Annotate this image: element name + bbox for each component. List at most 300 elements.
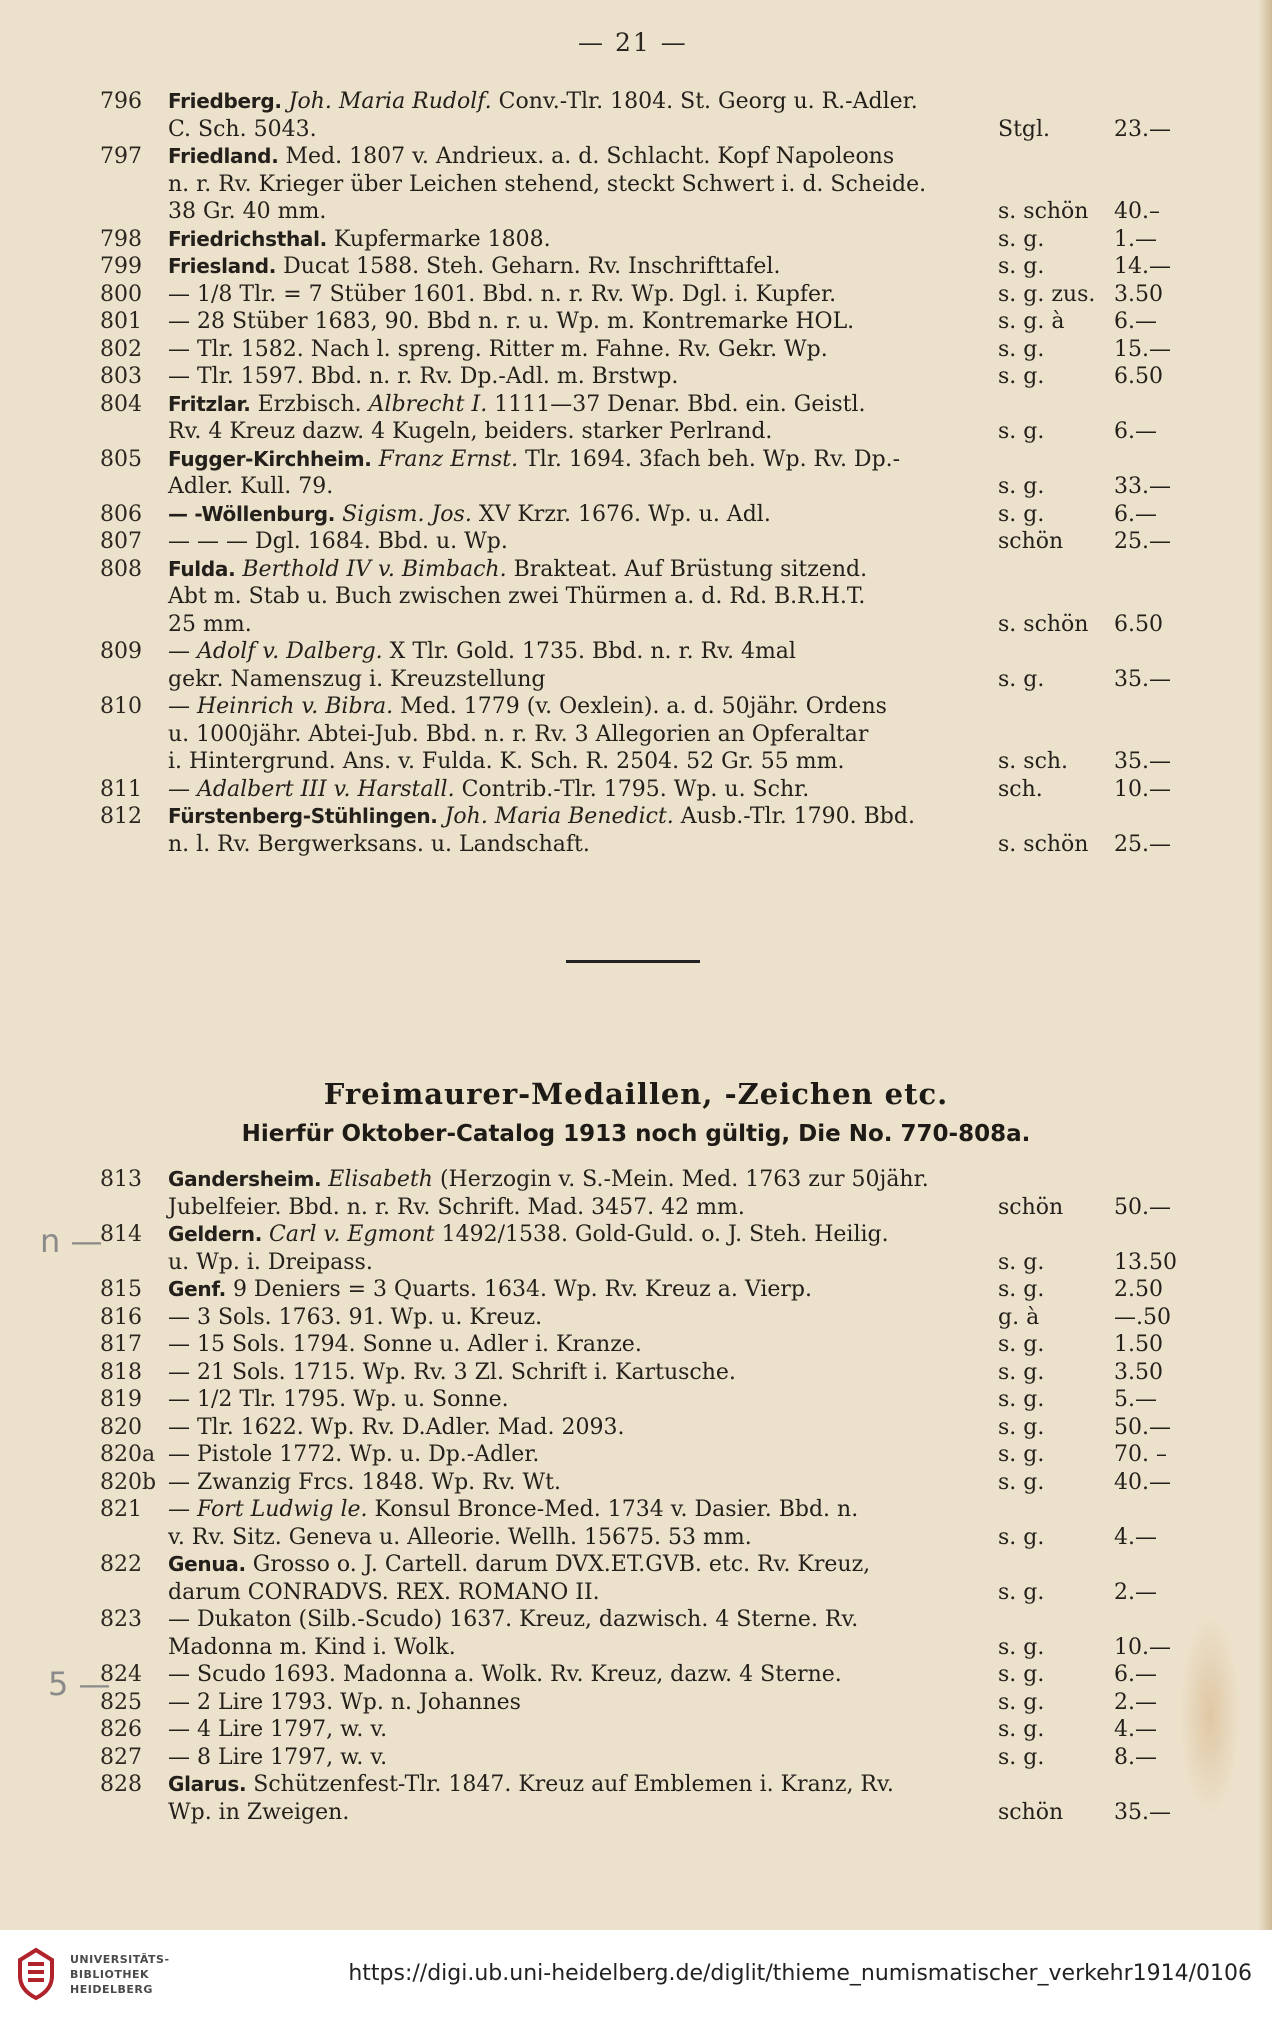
catalog-entry <box>100 1304 1190 1332</box>
catalog-entry <box>100 803 1190 858</box>
entry-price: 10.— <box>1114 1634 1171 1660</box>
entry-description <box>168 143 894 171</box>
entry-text: u. 1000jähr. Abtei-Jub. Bbd. n. r. Rv. 3 Allegorien an Opferaltar <box>168 721 869 747</box>
entry-line <box>100 831 1190 859</box>
entry-number: 800 <box>100 281 142 307</box>
entry-text: — 1/2 Tlr. 1795. Wp. u. Sonne. <box>168 1387 509 1412</box>
entry-number: 821 <box>100 1497 142 1522</box>
entry-number: 807 <box>100 529 142 554</box>
entry-line <box>100 1276 1190 1304</box>
entry-condition: s. g. <box>998 226 1045 252</box>
entry-number: 805 <box>100 446 142 472</box>
catalog-entry <box>100 281 1190 309</box>
entry-description <box>168 116 317 144</box>
catalog-entry <box>100 1469 1190 1497</box>
entry-price: 1.50 <box>1114 1332 1163 1357</box>
entry-line <box>100 638 1190 666</box>
entry-price: 35.— <box>1114 666 1171 692</box>
entry-number: 804 <box>100 391 142 417</box>
entry-line <box>100 253 1190 281</box>
entry-condition: s. g. <box>998 1359 1045 1385</box>
entry-number: 803 <box>100 364 142 389</box>
footer-bar <box>0 1930 1272 2021</box>
entry-number: 818 <box>100 1359 142 1385</box>
catalog-entry <box>100 693 1190 776</box>
entry-condition: s. g. à <box>998 309 1065 334</box>
entry-description <box>168 501 771 529</box>
entry-description <box>168 583 865 611</box>
section-title: Freimaurer-Medaillen, -Zeichen etc. <box>323 1077 949 1111</box>
catalog-entry <box>100 1496 1190 1551</box>
catalog-entry <box>100 143 1190 226</box>
entry-text: — 1/8 Tlr. = 7 Stüber 1601. Bbd. n. r. Rv. Wp. Dgl. i. Kupfer. <box>168 281 837 307</box>
entry-text: Ducat 1588. Steh. Geharn. Rv. Inschrifttafel. <box>283 254 781 279</box>
entry-text: Erzbisch. <box>257 391 362 417</box>
entry-line <box>100 666 1190 694</box>
entry-text: — 8 Lire 1797, w. v. <box>168 1744 388 1770</box>
entry-place-name: Friedland. <box>168 144 279 168</box>
entry-condition: s. sch. <box>998 749 1069 774</box>
entry-condition: s. g. <box>998 1332 1045 1357</box>
entry-number: 808 <box>100 556 142 582</box>
entry-price: 4.— <box>1114 1717 1157 1742</box>
entry-line <box>100 363 1190 391</box>
entry-number: 820 <box>100 1414 142 1440</box>
entry-text: 25 mm. <box>168 611 252 637</box>
entry-description <box>168 638 796 666</box>
entry-number: 806 <box>100 501 142 527</box>
entry-text: Contrib.-Tlr. 1795. Wp. u. Schr. <box>461 776 810 802</box>
entry-number: 822 <box>100 1552 142 1577</box>
entry-price: 6.— <box>1114 309 1157 334</box>
entry-line <box>100 1634 1190 1662</box>
entry-price: —.50 <box>1114 1304 1171 1330</box>
catalog-entry <box>100 776 1190 804</box>
entry-condition: s. g. <box>998 1469 1045 1495</box>
entry-description <box>168 1386 509 1414</box>
entry-description <box>168 1441 539 1469</box>
catalog-entry <box>100 363 1190 391</box>
entry-condition: s. g. <box>998 1414 1045 1440</box>
entry-price: 2.— <box>1114 1579 1157 1605</box>
entry-condition: s. schön <box>998 199 1089 224</box>
entry-text: Konsul Bronce-Med. 1734 v. Dasier. Bbd. n. <box>374 1497 859 1522</box>
entry-condition: s. g. <box>998 1387 1045 1412</box>
entry-text: Jubelfeier. Bbd. n. r. Rv. Schrift. Mad. 3457. 42 mm. <box>168 1194 745 1220</box>
entry-text: — Zwanzig Frcs. 1848. Wp. Rv. Wt. <box>168 1469 561 1495</box>
entry-ruler-name: Elisabeth <box>328 1167 433 1192</box>
entry-description <box>168 1496 858 1524</box>
entry-text: XV Krzr. 1676. Wp. u. Adl. <box>478 501 771 527</box>
entry-text: i. Hintergrund. Ans. v. Fulda. K. Sch. R. 2504. 52 Gr. 55 mm. <box>168 749 845 774</box>
entry-condition: s. g. <box>998 336 1045 362</box>
entry-description <box>168 1331 642 1359</box>
entry-price: 6.— <box>1114 419 1157 444</box>
entry-text: — Tlr. 1582. Nach l. spreng. Ritter m. Fahne. Rv. Gekr. Wp. <box>168 336 828 362</box>
entry-text: C. Sch. 5043. <box>168 116 317 142</box>
entry-price: 6.— <box>1114 1662 1157 1687</box>
entry-description <box>168 776 809 804</box>
entry-price: 4.— <box>1114 1524 1157 1550</box>
entry-line <box>100 776 1190 804</box>
entry-text: — 3 Sols. 1763. 91. Wp. u. Kreuz. <box>168 1304 543 1330</box>
entry-description <box>168 1689 521 1717</box>
entry-description <box>168 1524 752 1552</box>
entry-text: Wp. in Zweigen. <box>168 1799 350 1825</box>
entry-line <box>100 88 1190 116</box>
entry-condition: s. g. <box>998 1634 1045 1660</box>
entry-price: 25.— <box>1114 529 1171 554</box>
entry-condition: schön <box>998 1799 1064 1825</box>
entry-description <box>168 1661 842 1689</box>
entry-line <box>100 748 1190 776</box>
entry-text: Brakteat. Auf Brüstung sitzend. <box>513 556 868 582</box>
entry-line <box>100 308 1190 336</box>
entry-text: 1492/1538. Gold-Guld. o. J. Steh. Heilig. <box>441 1222 889 1247</box>
entry-number: 826 <box>100 1717 142 1742</box>
catalog-entry <box>100 1221 1190 1276</box>
catalog-entry <box>100 1166 1190 1221</box>
entry-text: u. Wp. i. Dreipass. <box>168 1249 373 1275</box>
entry-description <box>168 666 545 694</box>
catalog-entry <box>100 1441 1190 1469</box>
entry-number: 799 <box>100 254 142 279</box>
entry-line <box>100 473 1190 501</box>
entry-text: 9 Deniers = 3 Quarts. 1634. Wp. Rv. Kreuz a. Vierp. <box>232 1277 812 1302</box>
entry-place-name: Genua. <box>168 1552 246 1576</box>
entry-description <box>168 803 915 831</box>
entry-number: 802 <box>100 336 142 362</box>
entry-description <box>168 88 918 116</box>
entry-price: 25.— <box>1114 831 1171 857</box>
entry-price: 14.— <box>1114 254 1171 279</box>
entry-price: 1.— <box>1114 226 1157 252</box>
entry-description <box>168 418 772 446</box>
entry-price: 6.50 <box>1114 364 1163 389</box>
entry-line <box>100 1606 1190 1634</box>
entry-number: 809 <box>100 639 142 664</box>
catalog-entry <box>100 88 1190 143</box>
entry-text: v. Rv. Sitz. Geneva u. Alleorie. Wellh. 15675. 53 mm. <box>168 1524 752 1550</box>
entry-place-name: Glarus. <box>168 1772 247 1796</box>
entry-description <box>168 1359 736 1387</box>
entry-description <box>168 1606 858 1634</box>
logo-line: BIBLIOTHEK <box>70 1968 150 1981</box>
entry-text: 1111—37 Denar. Bbd. ein. Geistl. <box>494 391 866 417</box>
entry-ruler-name: Berthold IV v. Bimbach. <box>242 556 507 582</box>
entry-description <box>168 446 900 474</box>
entry-number: 814 <box>100 1222 142 1247</box>
entry-description <box>168 1304 542 1332</box>
entry-text: Med. 1807 v. Andrieux. a. d. Schlacht. Kopf Napoleons <box>285 144 895 169</box>
entry-line <box>100 1496 1190 1524</box>
entry-description <box>168 1771 894 1799</box>
entry-condition: Stgl. <box>998 116 1051 142</box>
entry-description <box>168 391 866 419</box>
entry-description <box>168 281 836 309</box>
section-subtitle: Hierfür Oktober-Catalog 1913 noch gültig, Die No. 770-808a. <box>241 1121 1031 1147</box>
entry-line <box>100 1331 1190 1359</box>
entry-price: 10.— <box>1114 776 1171 802</box>
entry-description <box>168 831 590 859</box>
catalog-entry <box>100 446 1190 501</box>
entry-text: — Tlr. 1622. Wp. Rv. D.Adler. Mad. 2093. <box>168 1414 625 1440</box>
entry-description <box>168 1716 387 1744</box>
entry-description <box>168 336 828 364</box>
entry-condition: s. g. <box>998 1689 1045 1715</box>
entry-ruler-name: Joh. Maria Rudolf. <box>288 89 492 114</box>
catalog-entry <box>100 1771 1190 1826</box>
entry-condition: s. g. <box>998 419 1045 444</box>
entry-place-name: Genf. <box>168 1277 226 1301</box>
entry-description <box>168 198 326 226</box>
library-logo-text <box>70 1952 170 1997</box>
entry-price: 2.— <box>1114 1689 1157 1715</box>
catalog-entry <box>100 1744 1190 1772</box>
entry-place-name: Fulda. <box>168 556 236 581</box>
entry-number: 827 <box>100 1744 142 1770</box>
entry-number: 813 <box>100 1167 142 1192</box>
entry-price: 3.50 <box>1114 1359 1163 1385</box>
entry-text: Conv.-Tlr. 1804. St. Georg u. R.-Adler. <box>498 89 918 114</box>
entry-price: 8.— <box>1114 1744 1157 1770</box>
entry-price: 50.— <box>1114 1414 1171 1440</box>
entry-place-name: Gandersheim. <box>168 1167 322 1191</box>
entry-description <box>168 363 678 391</box>
entry-text: — Dukaton (Silb.-Scudo) 1637. Kreuz, dazwisch. 4 Sterne. Rv. <box>168 1607 859 1632</box>
entry-number: 812 <box>100 804 142 829</box>
entry-line <box>100 116 1190 144</box>
entry-line <box>100 721 1190 749</box>
entry-description <box>168 308 854 336</box>
entry-line <box>100 528 1190 556</box>
entry-number: 828 <box>100 1772 142 1797</box>
catalog-entry <box>100 501 1190 529</box>
entry-ruler-name: Sigism. Jos. <box>342 501 472 527</box>
entry-number: 823 <box>100 1607 142 1632</box>
entry-price: 2.50 <box>1114 1277 1163 1302</box>
pencil-annotation: 5 — <box>48 1665 111 1703</box>
catalog-entry <box>100 528 1190 556</box>
entry-description <box>168 1221 889 1249</box>
entry-price: 5.— <box>1114 1387 1157 1412</box>
entry-description <box>168 473 333 501</box>
catalog-entry <box>100 1414 1190 1442</box>
pencil-annotation: n — <box>40 1222 103 1260</box>
entry-place-name: Fugger-Kirchheim. <box>168 446 372 471</box>
entry-line <box>100 1414 1190 1442</box>
entry-price: 50.— <box>1114 1194 1171 1220</box>
entry-price: 35.— <box>1114 749 1171 774</box>
entry-line <box>100 611 1190 639</box>
entry-condition: schön <box>998 529 1064 554</box>
entry-line <box>100 1166 1190 1194</box>
entry-line <box>100 418 1190 446</box>
entry-text: — 4 Lire 1797, w. v. <box>168 1717 388 1742</box>
entry-description <box>168 1414 624 1442</box>
entry-line <box>100 1661 1190 1689</box>
entry-description <box>168 693 887 721</box>
entry-description <box>168 721 868 749</box>
entry-number: 797 <box>100 144 142 169</box>
catalog-entry <box>100 1359 1190 1387</box>
entry-text: Kupfermarke 1808. <box>333 226 551 252</box>
entry-line <box>100 1249 1190 1277</box>
entry-condition: s. g. <box>998 1442 1045 1467</box>
entry-number: 815 <box>100 1277 142 1302</box>
entry-description <box>168 748 844 776</box>
catalog-entry <box>100 308 1190 336</box>
entry-ruler-name: Carl v. Egmont <box>269 1222 435 1247</box>
entry-line <box>100 501 1190 529</box>
entry-line <box>100 1194 1190 1222</box>
catalog-list-gandersheim-glarus <box>100 1166 1190 1826</box>
entry-line <box>100 1716 1190 1744</box>
entry-condition: s. g. <box>998 1249 1045 1275</box>
entry-place-name: Friedrichsthal. <box>168 226 327 251</box>
logo-line: HEIDELBERG <box>70 1983 153 1996</box>
entry-condition: g. à <box>998 1304 1040 1330</box>
entry-number: 819 <box>100 1387 142 1412</box>
entry-text: Rv. 4 Kreuz dazw. 4 Kugeln, beiders. starker Perlrand. <box>168 419 773 444</box>
entry-line <box>100 1221 1190 1249</box>
entry-condition: s. schön <box>998 831 1089 857</box>
entry-line <box>100 1386 1190 1414</box>
catalog-entry <box>100 556 1190 639</box>
entry-text: Abt m. Stab u. Buch zwischen zwei Thürmen a. d. Rd. B.R.H.T. <box>168 584 866 609</box>
document-url-link[interactable]: https://digi.ub.uni-heidelberg.de/diglit/thieme_numismatischer_verkehr1914/0106 <box>348 1961 1252 1986</box>
entry-line <box>100 1799 1190 1827</box>
entry-description <box>168 1194 745 1222</box>
entry-line <box>100 1304 1190 1332</box>
entry-line <box>100 1551 1190 1579</box>
entry-description <box>168 1469 561 1497</box>
entry-condition: s. g. <box>998 1524 1045 1550</box>
entry-condition: s. g. <box>998 1277 1045 1302</box>
entry-number: 817 <box>100 1332 142 1357</box>
entry-text: — Pistole 1772. Wp. u. Dp.-Adler. <box>168 1442 540 1467</box>
entry-price: 23.— <box>1114 116 1171 142</box>
entry-description <box>168 1744 387 1772</box>
entry-condition: s. g. <box>998 1744 1045 1770</box>
entry-condition: s. schön <box>998 611 1089 637</box>
catalog-list-friedberg-fuerstenberg <box>100 88 1190 858</box>
entry-place-name: Fürstenberg-Stühlingen. <box>168 804 438 828</box>
entry-line <box>100 1359 1190 1387</box>
entry-description <box>168 253 780 281</box>
entry-text: — 2 Lire 1793. Wp. n. Johannes <box>168 1689 521 1715</box>
catalog-entry <box>100 1551 1190 1606</box>
entry-line <box>100 1524 1190 1552</box>
page-number: — 21 — <box>578 28 688 57</box>
entry-condition: s. g. <box>998 501 1045 527</box>
entry-line <box>100 1579 1190 1607</box>
entry-number: 825 <box>100 1689 142 1715</box>
entry-line <box>100 198 1190 226</box>
entry-line <box>100 556 1190 584</box>
catalog-entry <box>100 1331 1190 1359</box>
entry-ruler-name: — Heinrich v. Bibra. <box>168 694 394 719</box>
entry-description <box>168 1634 456 1662</box>
entry-line <box>100 1441 1190 1469</box>
entry-description <box>168 1551 870 1579</box>
entry-description <box>168 1166 929 1194</box>
section-divider <box>566 960 700 963</box>
entry-line <box>100 1469 1190 1497</box>
entry-ruler-name: — Adolf v. Dalberg. <box>168 639 383 664</box>
entry-line <box>100 1771 1190 1799</box>
entry-condition: sch. <box>998 776 1043 802</box>
entry-number: 811 <box>100 776 142 802</box>
entry-text: Madonna m. Kind i. Wolk. <box>168 1634 456 1660</box>
entry-condition: s. g. <box>998 1717 1045 1742</box>
entry-text: — 28 Stüber 1683, 90. Bbd n. r. u. Wp. m. Kontremarke HOL. <box>168 309 855 334</box>
entry-line <box>100 171 1190 199</box>
entry-price: 35.— <box>1114 1799 1171 1825</box>
entry-text: X Tlr. Gold. 1735. Bbd. n. r. Rv. 4mal <box>389 639 796 664</box>
entry-line <box>100 143 1190 171</box>
catalog-entry <box>100 638 1190 693</box>
library-logo-icon <box>14 1946 58 2002</box>
catalog-entry <box>100 226 1190 254</box>
entry-number: 824 <box>100 1662 142 1687</box>
entry-text: Grosso o. J. Cartell. darum DVX.ET.GVB. etc. Rv. Kreuz, <box>252 1552 871 1577</box>
entry-text: — Scudo 1693. Madonna a. Wolk. Rv. Kreuz, dazw. 4 Sterne. <box>168 1662 842 1687</box>
entry-place-name: Friesland. <box>168 254 277 278</box>
entry-text: Ausb.-Tlr. 1790. Bbd. <box>680 804 915 829</box>
entry-text: (Herzogin v. S.-Mein. Med. 1763 zur 50jähr. <box>439 1167 929 1192</box>
entry-description <box>168 1249 373 1277</box>
entry-ruler-name: Albrecht I. <box>368 391 488 417</box>
entry-number: 810 <box>100 694 142 719</box>
entry-number: 796 <box>100 89 142 114</box>
entry-text: — Tlr. 1597. Bbd. n. r. Rv. Dp.-Adl. m. Brstwp. <box>168 364 679 389</box>
entry-line <box>100 1744 1190 1772</box>
catalog-entry <box>100 1661 1190 1689</box>
entry-description <box>168 1799 349 1827</box>
entry-text: — — — Dgl. 1684. Bbd. u. Wp. <box>168 529 508 554</box>
entry-ruler-name: — Adalbert III v. Harstall. <box>168 776 455 802</box>
entry-condition: s. g. <box>998 254 1045 279</box>
entry-description <box>168 556 867 584</box>
entry-description <box>168 1579 600 1607</box>
entry-condition: s. g. <box>998 364 1045 389</box>
entry-price: 40.– <box>1114 199 1160 224</box>
catalog-entry <box>100 336 1190 364</box>
entry-line <box>100 226 1190 254</box>
entry-description <box>168 226 551 254</box>
entry-line <box>100 391 1190 419</box>
entry-ruler-name: Joh. Maria Benedict. <box>444 804 674 829</box>
entry-place-name: Friedberg. <box>168 89 282 113</box>
entry-text: n. r. Rv. Krieger über Leichen stehend, steckt Schwert i. d. Scheide. <box>168 171 927 197</box>
entry-line <box>100 693 1190 721</box>
entry-price: 40.— <box>1114 1469 1171 1495</box>
entry-price: 3.50 <box>1114 281 1163 307</box>
catalog-entry <box>100 1606 1190 1661</box>
entry-condition: s. g. <box>998 1662 1045 1687</box>
entry-line <box>100 583 1190 611</box>
entry-text: — 15 Sols. 1794. Sonne u. Adler i. Kranze. <box>168 1332 642 1357</box>
entry-text: darum CONRADVS. REX. ROMANO II. <box>168 1579 600 1605</box>
entry-description <box>168 611 252 639</box>
entry-condition: s. g. <box>998 666 1045 692</box>
entry-price: 6.— <box>1114 501 1157 527</box>
entry-condition: s. g. zus. <box>998 281 1096 307</box>
catalog-entry <box>100 1386 1190 1414</box>
entry-text: Adler. Kull. 79. <box>168 474 334 499</box>
entry-ruler-name: — Fort Ludwig le. <box>168 1497 368 1522</box>
